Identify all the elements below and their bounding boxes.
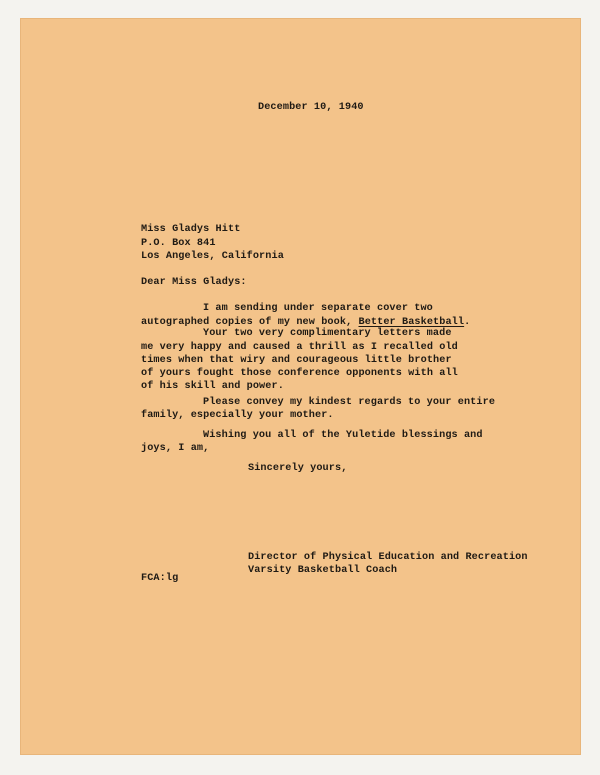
recipient-address-line-2: Los Angeles, California (141, 251, 284, 262)
letter-page (20, 18, 581, 755)
paragraph-1-line-2-suffix: . (464, 317, 471, 328)
salutation: Dear Miss Gladys: (141, 277, 247, 288)
paragraph-2-line-3: times when that wiry and courageous little brother (141, 355, 452, 366)
paragraph-4-line-2: joys, I am, (141, 443, 210, 454)
paragraph-2-line-4: of yours fought those conference opponents with all (141, 368, 458, 379)
paragraph-1-line-2-prefix: autographed copies of my new book, (141, 317, 359, 328)
reference-initials: FCA:lg (141, 573, 179, 584)
paragraph-4-line-1: Wishing you all of the Yuletide blessings and (203, 430, 483, 441)
paragraph-3-line-2: family, especially your mother. (141, 410, 334, 421)
paragraph-2-line-1: Your two very complimentary letters made (203, 328, 452, 339)
paragraph-1-line-1: I am sending under separate cover two (203, 303, 433, 314)
paragraph-2-line-5: of his skill and power. (141, 381, 284, 392)
closing: Sincerely yours, (248, 463, 348, 474)
paragraph-3-line-1: Please convey my kindest regards to your entire (203, 397, 496, 408)
paragraph-2-line-2: me very happy and caused a thrill as I recalled old (141, 342, 458, 353)
signature-title-2: Varsity Basketball Coach (248, 565, 398, 576)
letter-date: December 10, 1940 (258, 102, 364, 113)
recipient-name: Miss Gladys Hitt (141, 224, 241, 235)
signature-title-1: Director of Physical Education and Recreation (248, 552, 528, 563)
recipient-address-line-1: P.O. Box 841 (141, 238, 216, 249)
book-title: Better Basketball (358, 317, 465, 328)
